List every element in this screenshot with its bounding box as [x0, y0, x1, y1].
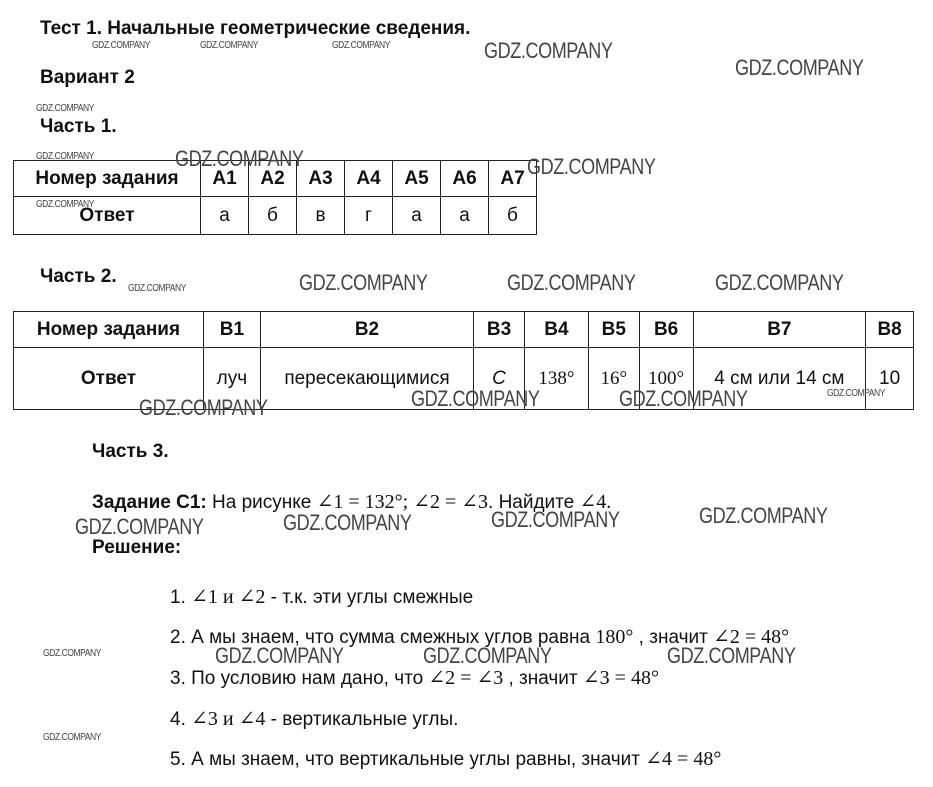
part1-col-header: А5	[393, 161, 441, 197]
task-math: ∠1 = 132°; ∠2 = ∠3	[316, 491, 489, 513]
part2-col-header: В3	[474, 312, 525, 348]
part2-answer-cell: 16°	[588, 348, 639, 410]
part2-col-header: В8	[866, 312, 914, 348]
step-math: ∠1 и ∠2	[191, 586, 266, 608]
part2-answer-cell: 4 см или 14 см	[693, 348, 866, 410]
watermark: GDZ.COMPANY	[43, 648, 101, 659]
task-math: ∠4.	[579, 491, 612, 513]
part1-col-header: А1	[201, 161, 249, 197]
step-number: 5.	[170, 749, 192, 770]
watermark: GDZ.COMPANY	[75, 514, 204, 539]
solution-step	[170, 746, 721, 771]
step-text: По условию нам дано, что	[191, 668, 429, 689]
part1-col-header: А2	[249, 161, 297, 197]
solution-step	[170, 706, 458, 731]
step-math: ∠2 = ∠3	[428, 667, 504, 689]
watermark: GDZ.COMPANY	[411, 386, 540, 411]
part1-row-header-label: Номер задания	[14, 161, 201, 197]
part2-answer-cell: пересекающимися	[260, 348, 473, 410]
step-text: , значит	[503, 668, 583, 689]
part1-col-header: А3	[297, 161, 345, 197]
watermark: GDZ.COMPANY	[36, 199, 94, 210]
watermark: GDZ.COMPANY	[423, 643, 552, 668]
task-text: . Найдите	[488, 492, 580, 513]
step-math: ∠3 и ∠4	[191, 708, 266, 730]
watermark: GDZ.COMPANY	[36, 103, 94, 114]
watermark: GDZ.COMPANY	[200, 40, 258, 51]
watermark: GDZ.COMPANY	[36, 151, 94, 162]
part2-row-header-label: Номер задания	[14, 312, 204, 348]
step-math: ∠2 = 48°	[713, 626, 790, 648]
part1-answer-cell: б	[489, 197, 537, 235]
part3-heading: Часть 3.	[92, 441, 169, 462]
task-label: Задание С1:	[92, 492, 207, 513]
part2-answer-cell: 10	[866, 348, 914, 410]
watermark: GDZ.COMPANY	[128, 283, 186, 294]
part2-heading: Часть 2.	[40, 266, 117, 287]
watermark: GDZ.COMPANY	[507, 270, 636, 295]
page-title: Тест 1. Начальные геометрические сведения.	[40, 18, 471, 39]
part1-col-header: А7	[489, 161, 537, 197]
watermark: GDZ.COMPANY	[43, 732, 101, 743]
part1-answer-cell: г	[345, 197, 393, 235]
part2-answer-cell: луч	[203, 348, 260, 410]
watermark: GDZ.COMPANY	[215, 643, 344, 668]
watermark: GDZ.COMPANY	[92, 40, 150, 51]
part1-answer-cell: а	[201, 197, 249, 235]
step-text: - т.к. эти углы смежные	[265, 587, 474, 608]
solution-step	[170, 584, 473, 609]
watermark: GDZ.COMPANY	[699, 503, 828, 528]
part1-answer-cell: б	[249, 197, 297, 235]
step-number: 3.	[170, 668, 192, 689]
watermark: GDZ.COMPANY	[527, 154, 656, 179]
watermark: GDZ.COMPANY	[667, 643, 796, 668]
watermark: GDZ.COMPANY	[827, 388, 885, 399]
watermark: GDZ.COMPANY	[283, 510, 412, 535]
watermark: GDZ.COMPANY	[715, 270, 844, 295]
watermark: GDZ.COMPANY	[491, 507, 620, 532]
step-math: ∠4 = 48°	[645, 748, 722, 770]
part2-col-header: В1	[203, 312, 260, 348]
part2-col-header: В5	[588, 312, 639, 348]
watermark: GDZ.COMPANY	[299, 270, 428, 295]
step-math: 180°	[595, 626, 634, 648]
step-text: , значит	[633, 627, 714, 648]
part2-answer-cell: 138°	[524, 348, 588, 410]
step-text: А мы знаем, что вертикальные углы равны, значит	[191, 749, 646, 770]
part1-answer-cell: а	[393, 197, 441, 235]
part2-col-header: В4	[524, 312, 588, 348]
task-text: На рисунке	[212, 492, 317, 513]
step-number: 2.	[170, 627, 192, 648]
solution-heading: Решение:	[92, 537, 182, 558]
watermark: GDZ.COMPANY	[619, 386, 748, 411]
part2-col-header: В7	[693, 312, 866, 348]
part1-answer-cell: в	[297, 197, 345, 235]
step-number: 1.	[170, 587, 192, 608]
part1-heading: Часть 1.	[40, 116, 117, 137]
watermark: GDZ.COMPANY	[332, 40, 390, 51]
step-text: - вертикальные углы.	[265, 709, 459, 730]
part2-col-header: В2	[260, 312, 473, 348]
part1-row-answer-label: Ответ	[14, 197, 201, 235]
watermark: GDZ.COMPANY	[484, 38, 613, 63]
part1-col-header: А4	[345, 161, 393, 197]
watermark: GDZ.COMPANY	[735, 55, 864, 80]
part1-col-header: А6	[441, 161, 489, 197]
part1-answer-cell: а	[441, 197, 489, 235]
part2-header-row	[14, 312, 914, 348]
part2-row-answer-label: Ответ	[14, 348, 204, 410]
watermark: GDZ.COMPANY	[175, 146, 304, 171]
step-text: А мы знаем, что сумма смежных углов равна	[191, 627, 596, 648]
step-math: ∠3 = 48°	[582, 667, 659, 689]
step-number: 4.	[170, 709, 192, 730]
part2-col-header: В6	[639, 312, 693, 348]
variant-heading: Вариант 2	[40, 67, 135, 88]
part2-answer-cell: С	[474, 348, 525, 410]
watermark: GDZ.COMPANY	[139, 395, 268, 420]
part2-answer-cell: 100°	[639, 348, 693, 410]
